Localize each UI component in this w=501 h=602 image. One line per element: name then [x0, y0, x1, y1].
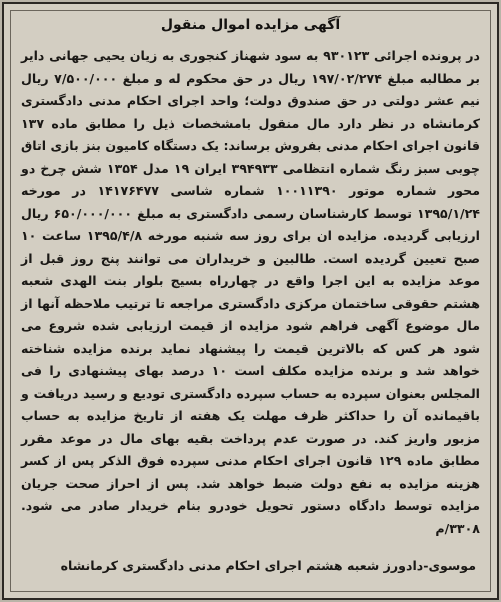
notice-frame	[10, 10, 491, 592]
notice-body: در پرونده اجرائی ۹۳۰۱۲۳ به سود شهناز کنجوری به زیان یحیی جهانی دایر بر مطالبه مبلغ ۱۹۷/۰۲/۲۷۴ ریال در حق محکوم له و مبلغ ۷/۵۰۰/۰۰۰ ریال نیم عشر دولتی در حق صندوق دولت؛ واحد اجرای احکام مدنی دادگستری کرمانشاه در نظر دارد مال منقول بامشخصات ذیل را مطابق ماده ۱۳۷ قانون اجرای احکام مدنی بفروش برساند: یک دستگاه کامیون بنز بازی اتاق چوبی سبز رنگ شماره انتظامی ۳۹۴۹۳۳ ایران ۱۹ مدل ۱۳۵۴ شش چرخ دو محور شماره موتور ۱۰۰۱۱۳۹۰ شماره شاسی ۱۴۱۷۶۴۷۷ در مورخه ۱۳۹۵/۱/۲۴ توسط کارشناسان رسمی دادگستری به مبلغ ۶۵۰/۰۰۰/۰۰۰ ریال ارزیابی گردیده. مزایده ان برای روز سه شنبه مورخه ۱۳۹۵/۴/۸ ساعت ۱۰ صبح تعیین گردیده است. طالبین و خریداران می توانند پنج روز قبل از موعد مزایده به این اجرا واقع در چهارراه بسیج بلوار بنت الهدی شعبه هشتم حقوقی ساختمان مرکزی دادگستری مراجعه تا ترتیب ملاحظه آنها از مال موضوع آگهی فراهم شود مزایده از قیمت ارزیابی شده شروع می شود هر کس که بالاترین قیمت را پیشنهاد نماید برنده مزایده شناخته خواهد شد و برنده مزایده مکلف است ۱۰ درصد بهای پیشنهادی را فی المجلس بعنوان سپرده به حساب سپرده دادگستری تودیع و رسید دریافت و باقیمانده آن را حداکثر ظرف مهلت یک هفته از تاریخ مزایده به حساب مزبور واریز کند. در صورت عدم پرداخت بقیه بهای مال در موعد مقرر مطابق ماده ۱۲۹ قانون اجرای احکام مدنی سپرده فوق الذکر پس از کسر هزینه مزایده به نفع دولت ضبط خواهد شد. پس از احراز صحت جریان مزایده توسط دادگاه دستور تحویل خودرو بنام خریدار صادر می شود. ۳۳۰۸/م	[21, 48, 481, 536]
notice-signature: موسوی-دادورز شعبه هشتم اجرای احکام مدنی دادگستری کرمانشاه	[60, 558, 476, 573]
notice-clipping	[2, 2, 499, 600]
notice-title: آگهی مزایده اموال منقول	[160, 17, 341, 33]
